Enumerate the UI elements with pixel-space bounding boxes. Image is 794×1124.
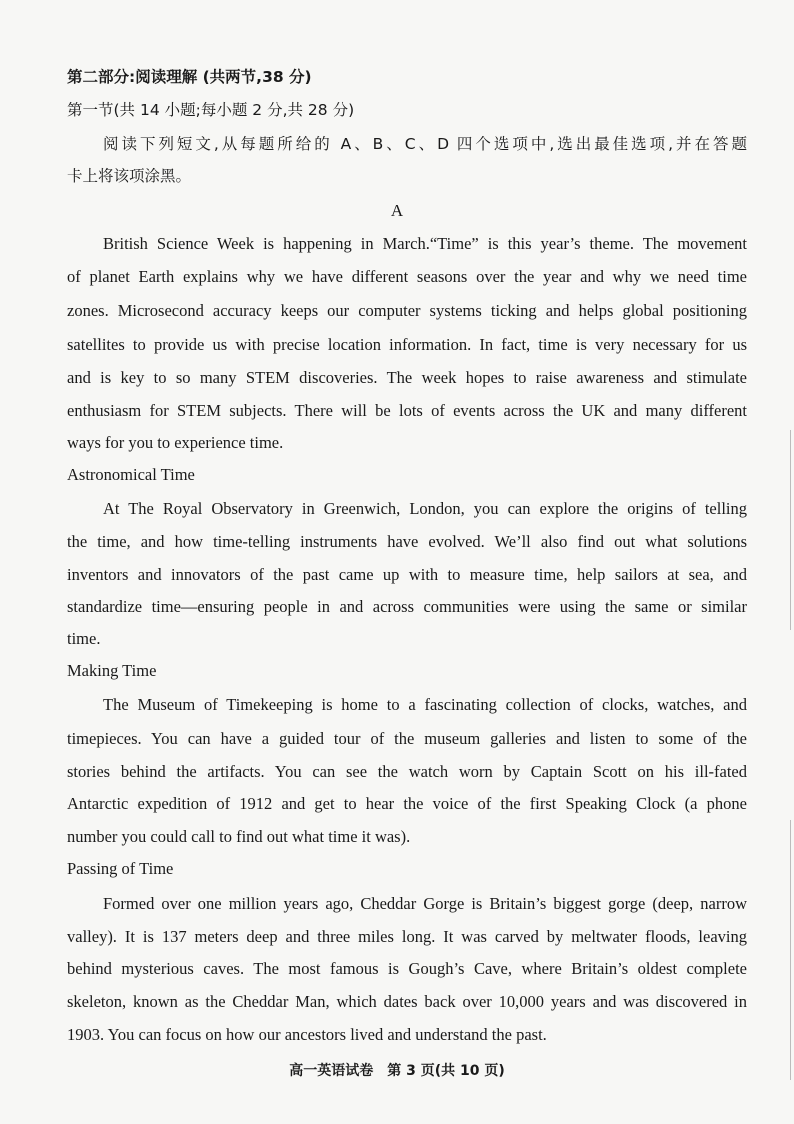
- paragraph-line: the time, and how time-telling instruments have evolved. We’ll also find out what solutions: [67, 532, 747, 551]
- paragraph-line: 1903. You can focus on how our ancestors lived and understand the past.: [67, 1025, 547, 1044]
- paragraph-line: Antarctic expedition of 1912 and get to hear the voice of the first Speaking Clock (a phone: [67, 794, 747, 813]
- intro-line: British Science Week is happening in March.“Time” is this year’s theme. The movement: [103, 234, 747, 253]
- paragraph-line: skeleton, known as the Cheddar Man, which dates back over 10,000 years and was discovered in: [67, 992, 747, 1011]
- section-heading: 第一节(共 14 小题;每小题 2 分,共 28 分): [67, 101, 355, 119]
- passage-label: A: [390, 201, 404, 220]
- subsection-heading: Making Time: [67, 661, 157, 680]
- page-footer: 高一英语试卷 第 3 页(共 10 页): [289, 1063, 505, 1079]
- paragraph-line: The Museum of Timekeeping is home to a fascinating collection of clocks, watches, and: [103, 695, 747, 714]
- paragraph-line: timepieces. You can have a guided tour of the museum galleries and listen to some of the: [67, 729, 747, 748]
- paragraph-line: stories behind the artifacts. You can see the watch worn by Captain Scott on his ill-fated: [67, 762, 747, 781]
- instruction-line-1: 阅读下列短文,从每题所给的 A、B、C、D 四个选项中,选出最佳选项,并在答题: [103, 135, 747, 153]
- scan-edge-mark: [790, 820, 791, 1080]
- instruction-line-2: 卡上将该项涂黑。: [67, 167, 192, 185]
- paragraph-line: inventors and innovators of the past came up with to measure time, help sailors at sea, and: [67, 565, 747, 584]
- intro-line: satellites to provide us with precise location information. In fact, time is very necessary for us: [67, 335, 747, 354]
- intro-line: ways for you to experience time.: [67, 433, 284, 452]
- paragraph-line: time.: [67, 629, 101, 648]
- intro-line: of planet Earth explains why we have different seasons over the year and why we need time: [67, 267, 747, 286]
- intro-line: enthusiasm for STEM subjects. There will be lots of events across the UK and many different: [67, 401, 747, 420]
- intro-line: and is key to so many STEM discoveries. The week hopes to raise awareness and stimulate: [67, 368, 747, 387]
- paragraph-line: standardize time—ensuring people in and across communities were using the same or similar: [67, 597, 747, 616]
- paragraph-line: Formed over one million years ago, Cheddar Gorge is Britain’s biggest gorge (deep, narrow: [103, 894, 747, 913]
- paragraph-line: behind mysterious caves. The most famous is Gough’s Cave, where Britain’s oldest complete: [67, 959, 747, 978]
- intro-line: zones. Microsecond accuracy keeps our computer systems ticking and helps global positioning: [67, 301, 747, 320]
- subsection-heading: Astronomical Time: [67, 465, 195, 484]
- scan-edge-mark: [790, 430, 791, 630]
- part-heading: 第二部分:阅读理解 (共两节,38 分): [67, 68, 312, 86]
- paragraph-line: number you could call to find out what time it was).: [67, 827, 411, 846]
- subsection-heading: Passing of Time: [67, 859, 174, 878]
- paragraph-line: valley). It is 137 meters deep and three miles long. It was carved by meltwater floods, leaving: [67, 927, 747, 946]
- paragraph-line: At The Royal Observatory in Greenwich, London, you can explore the origins of telling: [103, 499, 747, 518]
